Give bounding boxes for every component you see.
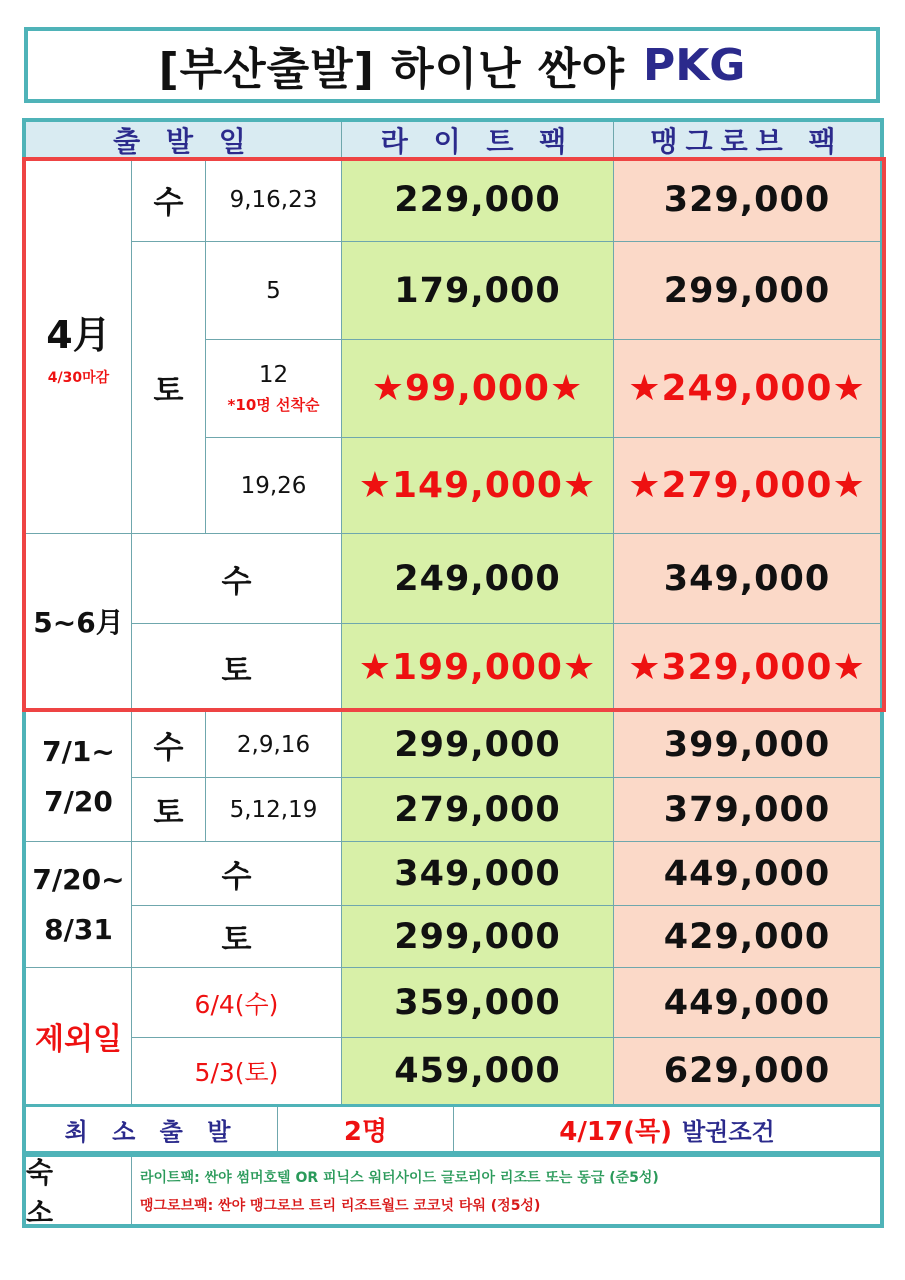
july-late-wed-mangrove-price: 449,000 <box>614 842 880 906</box>
may-june-sat-day: 토 <box>132 624 342 712</box>
excluded-lite-price-2: 459,000 <box>342 1038 614 1104</box>
july-early-line1: 7/1~ <box>42 734 115 768</box>
header-lite: 라 이 트 팩 <box>342 122 614 158</box>
accommodation-row <box>22 1155 884 1228</box>
ticketing-condition-cell <box>454 1107 880 1151</box>
april-sat-note: *10명 선착순 <box>227 396 320 414</box>
july-early-sat-mangrove-price: 379,000 <box>614 778 880 842</box>
min-departure-label-cell <box>26 1107 278 1151</box>
may-june-sat-lite-price: ★199,000★ <box>342 624 614 712</box>
accommodation-mangrove: 맹그로브팩: 싼야 맹그로브 트리 리조트월드 코코넛 타워 (정5성) <box>140 1197 541 1214</box>
ticketing-date: 4/17(목) <box>559 1116 672 1147</box>
april-sat-dates-2-cell <box>206 340 342 438</box>
april-sat-mangrove-price-3: ★279,000★ <box>614 438 880 534</box>
july-early-line2: 7/20 <box>44 784 113 818</box>
may-june-sat-mangrove-price: ★329,000★ <box>614 624 880 712</box>
july-early-wed-mangrove-price: 399,000 <box>614 712 880 778</box>
july-early-sat-lite-price: 279,000 <box>342 778 614 842</box>
may-june-wed-day: 수 <box>132 534 342 624</box>
april-wed-mangrove-price: 329,000 <box>614 158 880 242</box>
july-early-sat-dates: 5,12,19 <box>206 778 342 842</box>
april-wed-dates: 9,16,23 <box>206 158 342 242</box>
month-april-label: 4月 <box>46 313 111 357</box>
month-july-early <box>26 712 132 842</box>
july-late-wed-lite-price: 349,000 <box>342 842 614 906</box>
accommodation-label: 숙 소 <box>26 1155 72 1229</box>
july-late-sat-mangrove-price: 429,000 <box>614 906 880 968</box>
excluded-mangrove-price-1: 449,000 <box>614 968 880 1038</box>
header-mangrove: 맹그로브 팩 <box>614 122 880 158</box>
april-sat-dates-3: 19,26 <box>206 438 342 534</box>
may-june-wed-mangrove-price: 349,000 <box>614 534 880 624</box>
ticketing-condition: 발권조건 <box>681 1117 775 1146</box>
excluded-label: 제외일 <box>26 968 132 1104</box>
min-departure-value-cell <box>278 1107 454 1151</box>
july-late-line2: 8/31 <box>44 912 113 946</box>
april-sat-lite-price-3: ★149,000★ <box>342 438 614 534</box>
excluded-mangrove-price-2: 629,000 <box>614 1038 880 1104</box>
month-may-june: 5~6月 <box>26 534 132 712</box>
page-title: [부산출발] 하이난 싼야 <box>158 44 625 95</box>
accommodation-lite: 라이트팩: 싼야 썸머호텔 OR 피닉스 워터사이드 글로리아 리조트 또는 동급 (준5성) <box>140 1169 659 1186</box>
july-early-wed-day: 수 <box>132 712 206 778</box>
april-sat-lite-price-1: 179,000 <box>342 242 614 340</box>
month-july-late <box>26 842 132 968</box>
april-sat-mangrove-price-2: ★249,000★ <box>614 340 880 438</box>
july-late-sat-lite-price: 299,000 <box>342 906 614 968</box>
july-late-line1: 7/20~ <box>32 862 125 896</box>
july-late-wed-day: 수 <box>132 842 342 906</box>
april-wed-day: 수 <box>132 158 206 242</box>
april-wed-lite-price: 229,000 <box>342 158 614 242</box>
min-departure-value: 2명 <box>343 1116 388 1147</box>
july-early-wed-lite-price: 299,000 <box>342 712 614 778</box>
may-june-wed-lite-price: 249,000 <box>342 534 614 624</box>
april-deadline: 4/30마감 <box>47 370 110 386</box>
july-late-sat-day: 토 <box>132 906 342 968</box>
title-banner <box>24 27 880 103</box>
price-table <box>22 118 884 1108</box>
month-april <box>26 158 132 534</box>
excluded-lite-price-1: 359,000 <box>342 968 614 1038</box>
april-sat-day: 토 <box>132 242 206 534</box>
april-sat-dates-1: 5 <box>206 242 342 340</box>
accommodation-label-cell <box>26 1155 132 1229</box>
april-sat-lite-price-2: ★99,000★ <box>342 340 614 438</box>
april-sat-mangrove-price-1: 299,000 <box>614 242 880 340</box>
header-departure: 출 발 일 <box>26 122 342 158</box>
july-early-wed-dates: 2,9,16 <box>206 712 342 778</box>
title-pkg: PKG <box>642 39 746 91</box>
excluded-date-2: 5/3(토) <box>132 1038 342 1104</box>
april-sat-dates-2: 12 <box>258 362 289 388</box>
min-departure-label: 최 소 출 발 <box>64 1117 239 1146</box>
july-early-sat-day: 토 <box>132 778 206 842</box>
accommodation-details <box>132 1157 880 1224</box>
min-departure-row <box>22 1107 884 1155</box>
excluded-date-1: 6/4(수) <box>132 968 342 1038</box>
